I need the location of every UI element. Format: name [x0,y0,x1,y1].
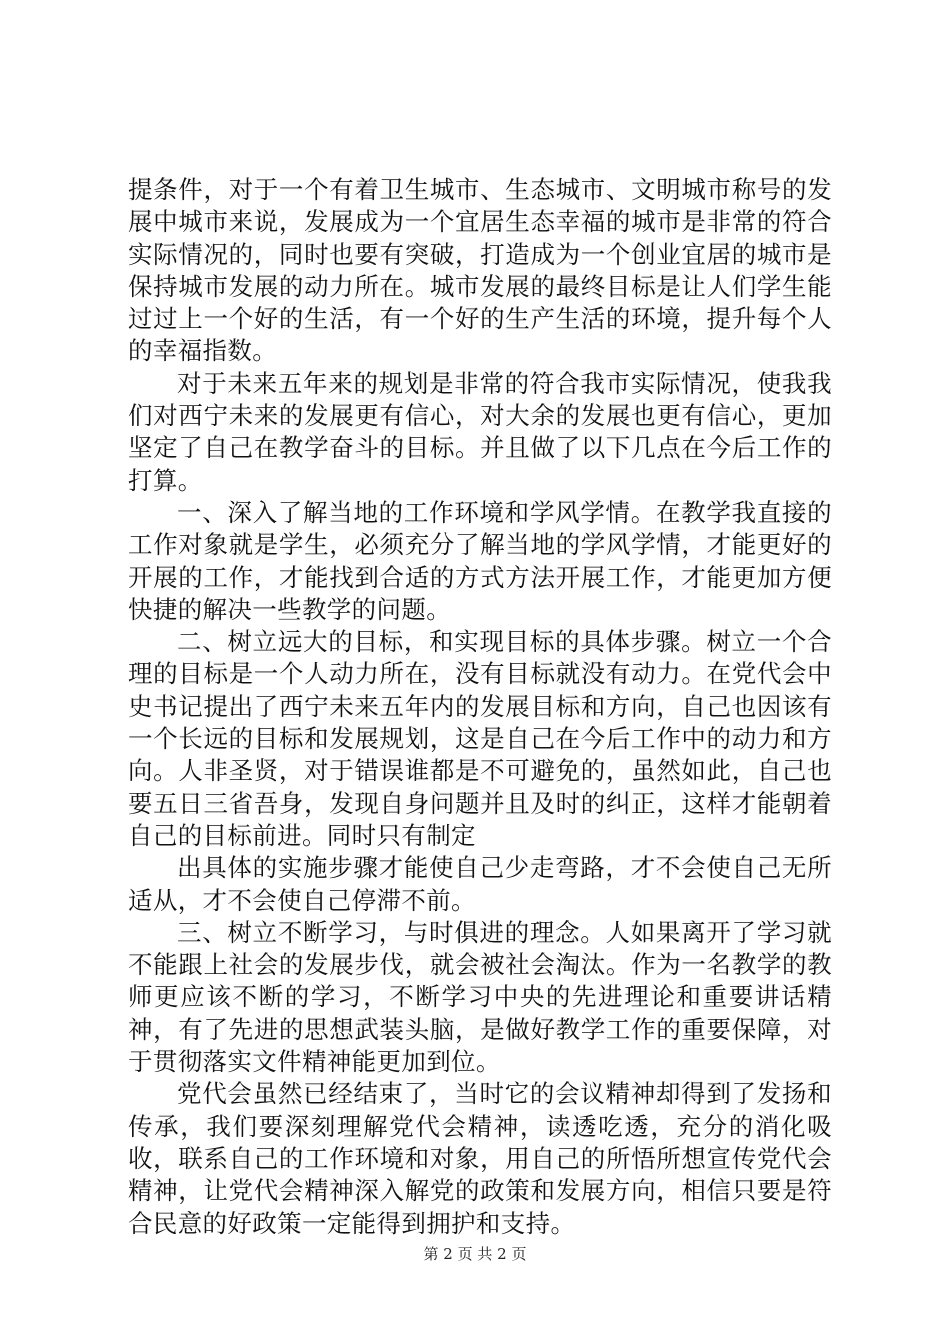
paragraph-continuation: 提条件，对于一个有着卫生城市、生态城市、文明城市称号的发展中城市来说，发展成为一个宜居生态幸福的城市是非常的符合实际情况的，同时也要有突破，打造成为一个创业宜居的城市是保持城市发展的动力所在。城市发展的最终目标是让人们学生能过过上一个好的生活，有一个好的生产生活的环境，提升每个人的幸福指数。 [128,175,832,366]
paragraph-point-two: 二、树立远大的目标，和实现目标的具体步骤。树立一个合理的目标是一个人动力所在，没有目标就没有动力。在党代会中史书记提出了西宁未来五年内的发展目标和方向，自己也因该有一个长远的目标和发展规划，这是自己在今后工作中的动力和方向。人非圣贤，对于错误谁都是不可避免的，虽然如此，自己也要五日三省吾身，发现自身问题并且及时的纠正，这样才能朝着自己的目标前进。同时只有制定 [128,627,832,850]
paragraph-point-three: 三、树立不断学习，与时俱进的理念。人如果离开了学习就不能跟上社会的发展步伐，就会被社会淘汰。作为一名教学的教师更应该不断的学习，不断学习中央的先进理论和重要讲话精神，有了先进的思想武装头脑，是做好教学工作的重要保障，对于贯彻落实文件精神能更加到位。 [128,917,832,1077]
paragraph-plan-evaluation: 对于未来五年来的规划是非常的符合我市实际情况，使我我们对西宁未来的发展更有信心，对大余的发展也更有信心，更加坚定了自己在教学奋斗的目标。并且做了以下几点在今后工作的打算。 [128,368,832,495]
document-body [128,174,832,1240]
page-number-footer: 第 2 页 共 2 页 [423,1245,527,1263]
paragraph-conclusion: 党代会虽然已经结束了，当时它的会议精神却得到了发扬和传承，我们要深刻理解党代会精神，读透吃透，充分的消化吸收，联系自己的工作环境和对象，用自己的所悟所想宣传党代会精神，让党代会精神深入解党的政策和发展方向，相信只要是符合民意的好政策一定能得到拥护和支持。 [128,1079,832,1238]
paragraph-point-two-continued: 出具体的实施步骤才能使自己少走弯路，才不会使自己无所适从，才不会使自己停滞不前。 [128,853,832,915]
paragraph-point-one: 一、深入了解当地的工作环境和学风学情。在教学我直接的工作对象就是学生，必须充分了解当地的学风学情，才能更好的开展的工作，才能找到合适的方式方法开展工作，才能更加方便快捷的解决一些教学的问题。 [128,497,832,624]
